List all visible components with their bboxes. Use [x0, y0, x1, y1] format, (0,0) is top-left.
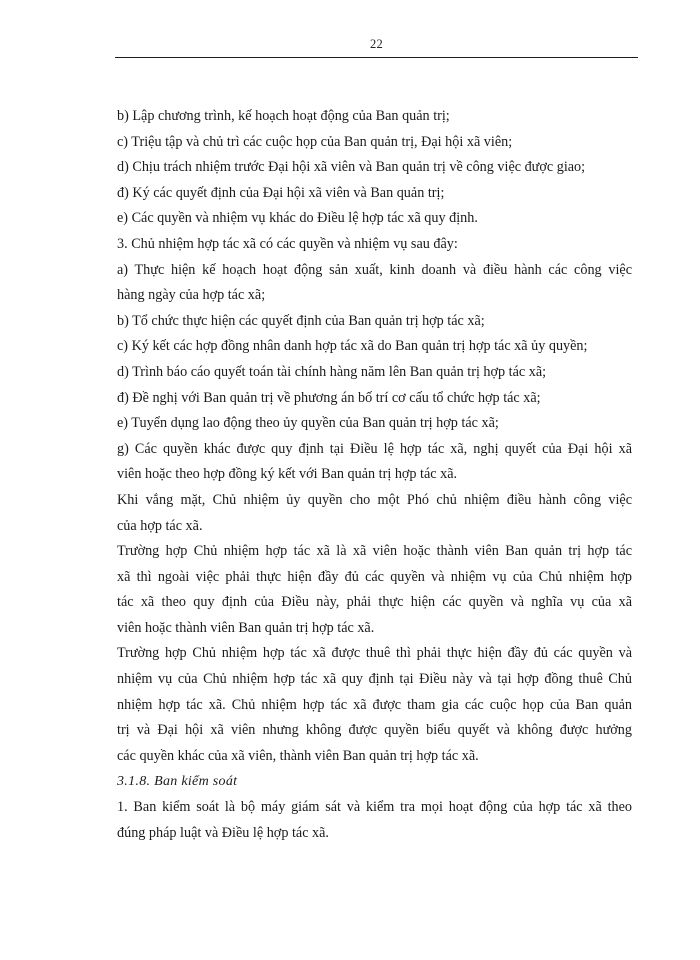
page-header	[115, 36, 638, 58]
list-line: viên hoặc theo hợp đồng ký kết với Ban quản trị hợp tác xã.	[117, 466, 458, 483]
page-number: 22	[370, 37, 383, 51]
list-line: d) Trình báo cáo quyết toán tài chính hàng năm lên Ban quản trị hợp tác xã;	[117, 363, 547, 380]
paragraph-line: viên hoặc thành viên Ban quản trị hợp tác xã.	[117, 619, 375, 636]
section-heading: 3.1.8. Ban kiểm soát	[117, 774, 238, 790]
list-line: c) Ký kết các hợp đồng nhân danh hợp tác xã do Ban quản trị hợp tác xã ủy quyền;	[117, 338, 588, 355]
document-body	[117, 104, 632, 846]
list-line: e) Các quyền và nhiệm vụ khác do Điều lệ hợp tác xã quy định.	[117, 210, 478, 227]
header-rule	[115, 57, 638, 58]
list-line: b) Tổ chức thực hiện các quyết định của Ban quản trị hợp tác xã;	[117, 312, 485, 329]
paragraph-line: nhiệm hợp tác xã. Chủ nhiệm hợp tác xã được tham gia các cuộc họp của Ban quản	[117, 696, 632, 713]
list-line: b) Lập chương trình, kế hoạch hoạt động của Ban quản trị;	[117, 108, 450, 124]
paragraph-line: Trường hợp Chủ nhiệm hợp tác xã là xã viên hoặc thành viên Ban quản trị hợp tác	[117, 543, 632, 560]
list-line: e) Tuyển dụng lao động theo ủy quyền của Ban quản trị hợp tác xã;	[117, 415, 499, 432]
paragraph-line: Trường hợp Chủ nhiệm hợp tác xã được thuê thì phải thực hiện đầy đủ các quyền và	[117, 645, 632, 662]
list-line: d) Chịu trách nhiệm trước Đại hội xã viên và Ban quản trị về công việc được giao;	[117, 159, 586, 176]
list-line: đ) Đề nghị với Ban quản trị về phương án bố trí cơ cấu tổ chức hợp tác xã;	[117, 389, 541, 406]
paragraph-line: xã thì ngoài việc phải thực hiện đầy đủ các quyền và nhiệm vụ của Chủ nhiệm hợp	[117, 568, 632, 585]
paragraph-line: của hợp tác xã.	[117, 517, 203, 534]
list-line: g) Các quyền khác được quy định tại Điều lệ hợp tác xã, nghị quyết của Đại hội xã	[117, 440, 632, 457]
list-line: a) Thực hiện kế hoạch hoạt động sản xuất, kinh doanh và điều hành các công việc	[117, 261, 632, 278]
paragraph-line: nhiệm vụ của Chủ nhiệm hợp tác xã quy định tại Điều này và tại hợp đồng thuê Chủ	[117, 671, 632, 688]
paragraph-line: Khi vắng mặt, Chủ nhiệm ủy quyền cho một Phó chủ nhiệm điều hành công việc	[117, 491, 632, 508]
paragraph-line: đúng pháp luật và Điều lệ hợp tác xã.	[117, 824, 329, 841]
list-line: đ) Ký các quyết định của Đại hội xã viên và Ban quản trị;	[117, 184, 445, 201]
paragraph-line: trị và Đại hội xã viên nhưng không được quyền biểu quyết và không được hưởng	[117, 722, 632, 739]
paragraph-line: các quyền khác của xã viên, thành viên Ban quản trị hợp tác xã.	[117, 747, 479, 764]
list-line: c) Triệu tập và chủ trì các cuộc họp của Ban quản trị, Đại hội xã viên;	[117, 133, 513, 150]
paragraph-line: 1. Ban kiểm soát là bộ máy giám sát và kiểm tra mọi hoạt động của hợp tác xã theo	[117, 799, 632, 816]
paragraph-line: tác xã theo quy định của Điều này, phải thực hiện các quyền và nghĩa vụ của xã	[117, 594, 632, 611]
list-line: hàng ngày của hợp tác xã;	[117, 287, 266, 304]
list-line: 3. Chủ nhiệm hợp tác xã có các quyền và nhiệm vụ sau đây:	[117, 235, 458, 252]
